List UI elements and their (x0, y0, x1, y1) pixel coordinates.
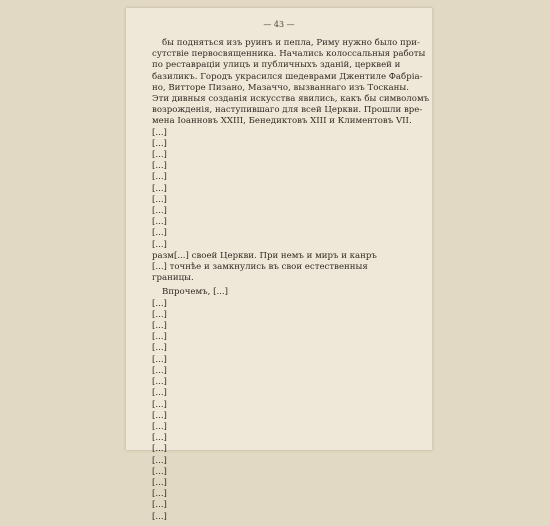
text-line: [...] (152, 332, 167, 343)
text-line: [...] (152, 433, 167, 444)
text-line: [...] (152, 388, 167, 399)
text-line: [...] (152, 421, 167, 432)
text-line: границы. (152, 273, 194, 284)
text-line: [...] (152, 194, 167, 205)
text-line: [...] (152, 298, 167, 309)
text-line: [...] (152, 206, 167, 217)
text-line: мена Іоанновъ XXIII, Бенедиктовъ XIII и Климентовъ VII. (152, 116, 412, 127)
text-line: [...] (152, 477, 167, 488)
text-line: [...] (152, 309, 167, 320)
text-line: [...] (152, 228, 167, 239)
text-line: [...] (152, 343, 167, 354)
text-line: [...] (152, 399, 167, 410)
text-line: [...] (152, 217, 167, 228)
text-line: но, Витторе Пизано, Мазаччо, вызваннаго изъ Тосканы. (152, 82, 409, 93)
text-line: [...] (152, 511, 167, 522)
text-line: [...] точнѣе и замкнулись въ свои естественныя (152, 262, 368, 273)
text-line: Впрочемъ, [...] (162, 287, 229, 298)
text-line: [...] (152, 466, 167, 477)
text-line: [...] (152, 500, 167, 511)
body-text (152, 38, 430, 526)
book-page (126, 8, 432, 522)
text-line: [...] (152, 183, 167, 194)
text-line: [...] (152, 321, 167, 332)
text-line: по реставраціи улицъ и публичныхъ зданій, церквей и (152, 60, 401, 71)
text-line: [...] (152, 239, 167, 250)
text-line: бы подняться изъ руинъ и пепла, Риму нужно было при- (162, 38, 420, 48)
text-line: базиликъ. Городъ украсился шедеврами Джентиле Фабріа- (152, 71, 423, 82)
text-line: [...] (152, 354, 167, 365)
text-line: [...] (152, 161, 167, 172)
text-line: [...] (152, 455, 167, 466)
text-line: сутствіе первосвященника. Начались колоссальныя работы (152, 49, 426, 60)
text-line: [...] (152, 410, 167, 421)
text-line: [...] (152, 377, 167, 388)
paragraph (152, 38, 430, 284)
paragraph (152, 287, 410, 522)
page-number: — 43 — (263, 20, 295, 29)
text-line: возрожденія, наступившаго для всей Церкви. Прошли вре- (152, 105, 423, 116)
text-line: [...] (152, 127, 167, 138)
text-line: разм[...] своей Церкви. При немъ и миръ и канръ (152, 250, 377, 261)
text-line: [...] (152, 138, 167, 149)
text-line: Эти дивныя созданія искусства явились, какъ бы символомъ (152, 94, 430, 105)
text-line: [...] (152, 150, 167, 161)
text-line: [...] (152, 444, 167, 455)
text-line: [...] (152, 172, 167, 183)
text-line: [...] (152, 365, 167, 376)
text-line: [...] (152, 489, 167, 500)
